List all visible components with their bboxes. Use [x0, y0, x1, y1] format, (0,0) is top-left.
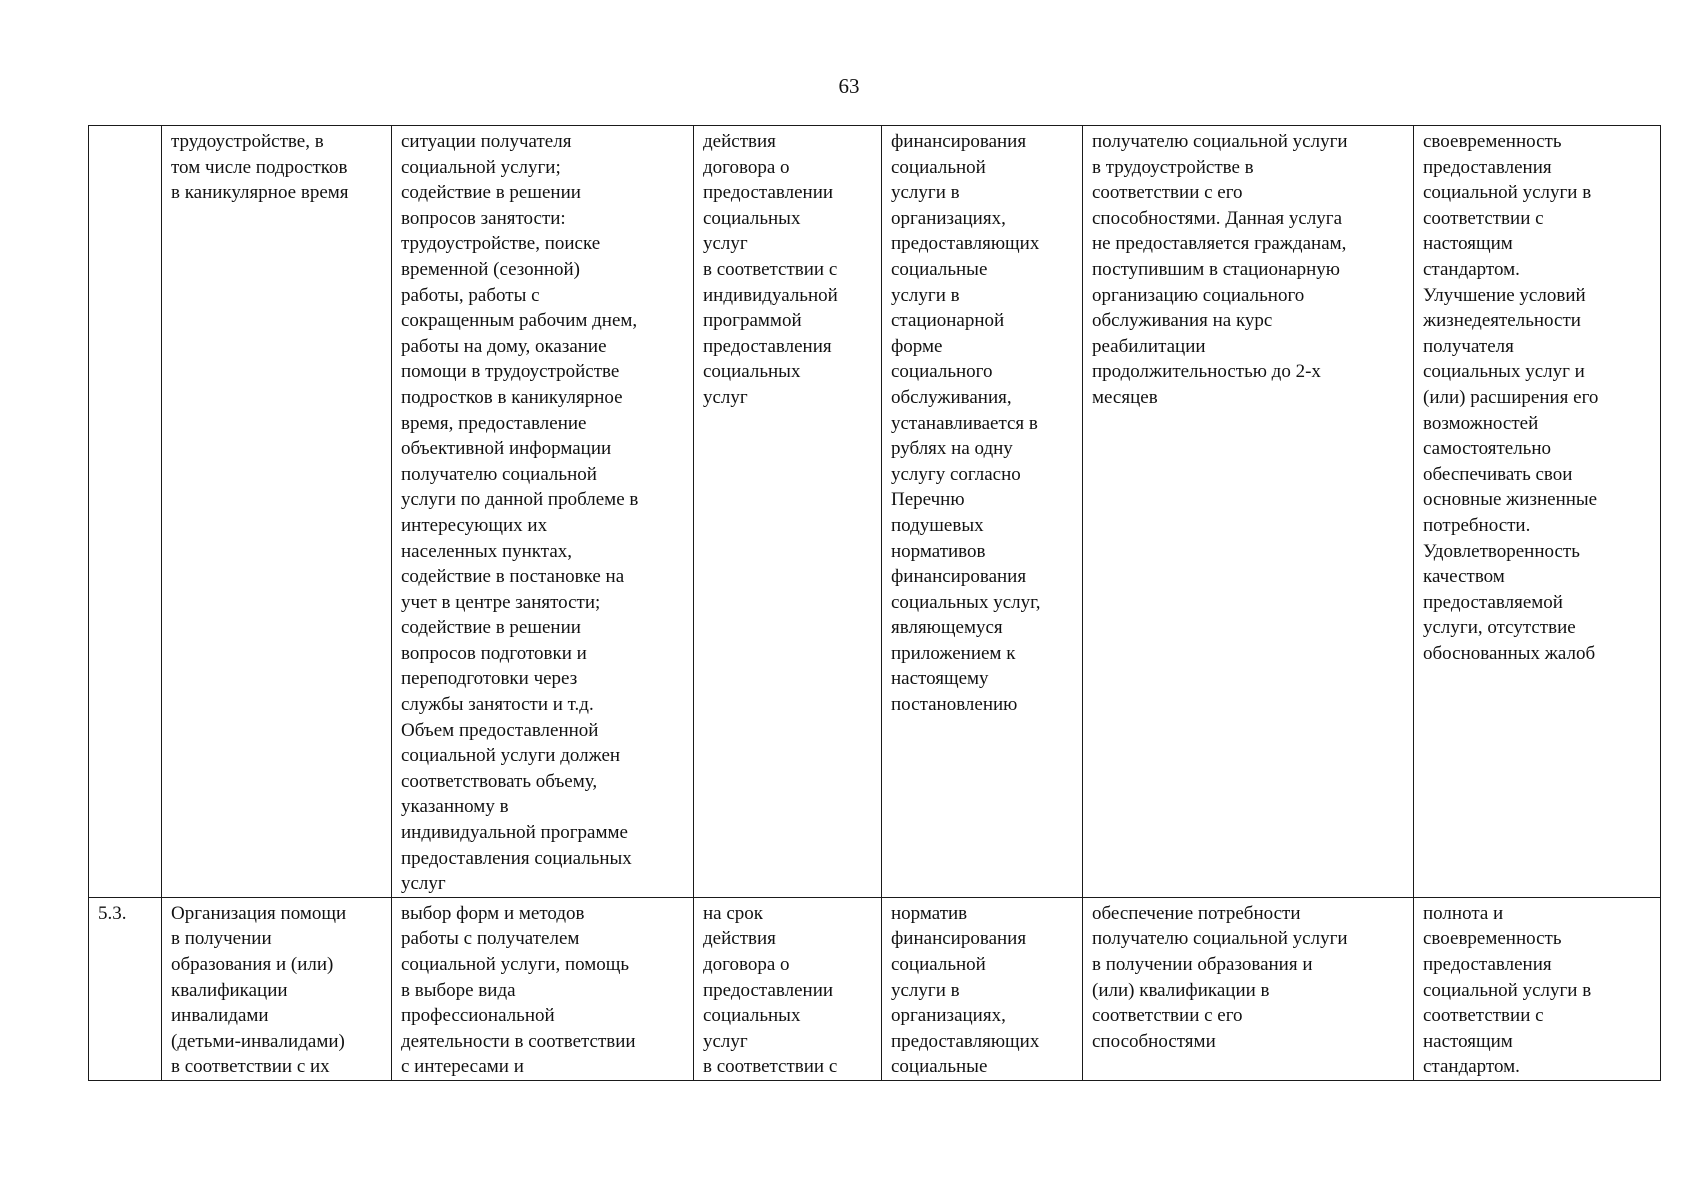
service-indicators-cell: обеспечение потребности получателю социальной услуги в получении образования и (или) квалификации в соответствии с его способностями [1083, 897, 1414, 1080]
service-term-cell: действия договора о предоставлении социальных услуг в соответствии с индивидуальной программой предоставления социальных услуг [694, 126, 882, 898]
page-number: 63 [838, 74, 860, 98]
service-funding-cell: финансирования социальной услуги в организациях, предоставляющих социальные услуги в стационарной форме социального обслуживания, устанавливается в рублях на одну услугу согласно Перечню подушевых нормативов финансирования социальных услуг, являющемуся приложением к настоящему постановлению [882, 126, 1083, 898]
service-indicators-cell: получателю социальной услуги в трудоустройстве в соответствии с его способностями. Данная услуга не предоставляется гражданам, поступившим в стационарную организацию социального обслуживания на курс реабилитации продолжительностью до 2-х месяцев [1083, 126, 1414, 898]
service-number-cell: 5.3. [89, 897, 162, 1080]
service-evaluation-cell: полнота и своевременность предоставления социальной услуги в соответствии с настоящим стандартом. [1414, 897, 1661, 1080]
service-funding-cell: норматив финансирования социальной услуги в организациях, предоставляющих социальные [882, 897, 1083, 1080]
service-description-cell: выбор форм и методов работы с получателем социальной услуги, помощь в выборе вида профессиональной деятельности в соответствии с интересами и [392, 897, 694, 1080]
service-name-cell: Организация помощи в получении образования и (или) квалификации инвалидами (детьми-инвалидами) в соответствии с их [162, 897, 392, 1080]
service-number-cell [89, 126, 162, 898]
table-row [89, 126, 1661, 898]
service-description-cell: ситуации получателя социальной услуги; содействие в решении вопросов занятости: трудоустройстве, поиске временной (сезонной) работы, работы с сокращенным рабочим днем, работы на дому, оказание помощи в трудоустройстве подростков в каникулярное время, предоставление объективной информации получателю социальной услуги по данной проблеме в интересующих их населенных пунктах, содействие в постановке на учет в центре занятости; содействие в решении вопросов подготовки и переподготовки через службы занятости и т.д. Объем предоставленной социальной услуги должен соответствовать объему, указанному в индивидуальной программе предоставления социальных услуг [392, 126, 694, 898]
services-table [88, 125, 1661, 1081]
service-evaluation-cell: своевременность предоставления социальной услуги в соответствии с настоящим стандартом. Улучшение условий жизнедеятельности получателя социальных услуг и (или) расширения его возможностей самостоятельно обеспечивать свои основные жизненные потребности. Удовлетворенность качеством предоставляемой услуги, отсутствие обоснованных жалоб [1414, 126, 1661, 898]
service-name-cell: трудоустройстве, в том числе подростков в каникулярное время [162, 126, 392, 898]
table-row [89, 897, 1661, 1080]
service-term-cell: на срок действия договора о предоставлении социальных услуг в соответствии с [694, 897, 882, 1080]
